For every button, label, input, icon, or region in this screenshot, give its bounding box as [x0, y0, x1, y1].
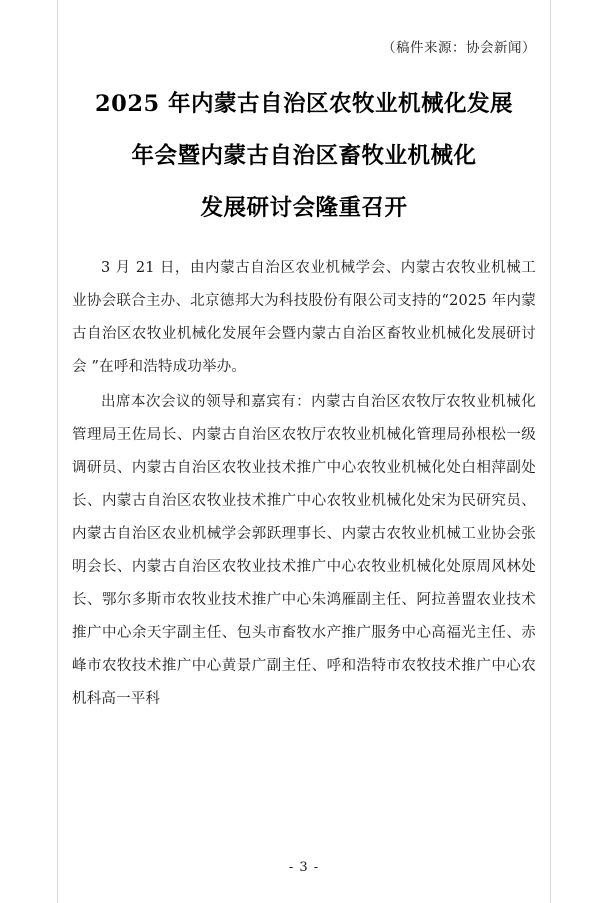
page-number: - 3 -	[288, 860, 320, 875]
page-content	[72, 0, 536, 718]
paragraph: 3 月 21 日，由内蒙古自治区农业机械学会、内蒙古农牧业机械工业协会联合主办、北京德邦大为科技股份有限公司支持的“2025 年内蒙古自治区农牧业机械化发展年会暨内蒙古自治区畜牧业机械化发展研讨会 ”在呼和浩特成功举办。	[72, 260, 536, 375]
page-right-rule	[550, 0, 551, 903]
page-title	[72, 78, 536, 234]
paragraph: 出席本次会议的领导和嘉宾有：内蒙古自治区农牧厅农牧业机械化管理局王佐局长、内蒙古自治区农牧厅农牧业机械化管理局孙根松一级调研员、内蒙古自治区农牧业技术推广中心农牧业机械化处白相萍副处长、内蒙古自治区农牧业技术推广中心农牧业机械化处宋为民研究员、内蒙古自治区农业机械学会郭跃理事长、内蒙古农牧业机械工业协会张明会长、内蒙古自治区农牧业技术推广中心农牧业机械化处原周风林处长、鄂尔多斯市农牧业技术推广中心朱鸿雁副主任、阿拉善盟农业技术推广中心余天宇副主任、包头市畜牧水产推广服务中心高福光主任、赤峰市农牧技术推广中心黄景广副主任、呼和浩特市农牧技术推广中心农机科高一平科	[72, 394, 536, 707]
article-body	[72, 252, 536, 716]
page-left-rule	[57, 0, 58, 903]
title-line-1: 2025 年内蒙古自治区农牧业机械化发展	[95, 91, 513, 117]
title-line-2: 年会暨内蒙古自治区畜牧业机械化	[131, 143, 477, 169]
source-note: （稿件来源：协会新闻）	[382, 40, 536, 56]
title-line-3: 发展研讨会隆重召开	[200, 195, 408, 221]
